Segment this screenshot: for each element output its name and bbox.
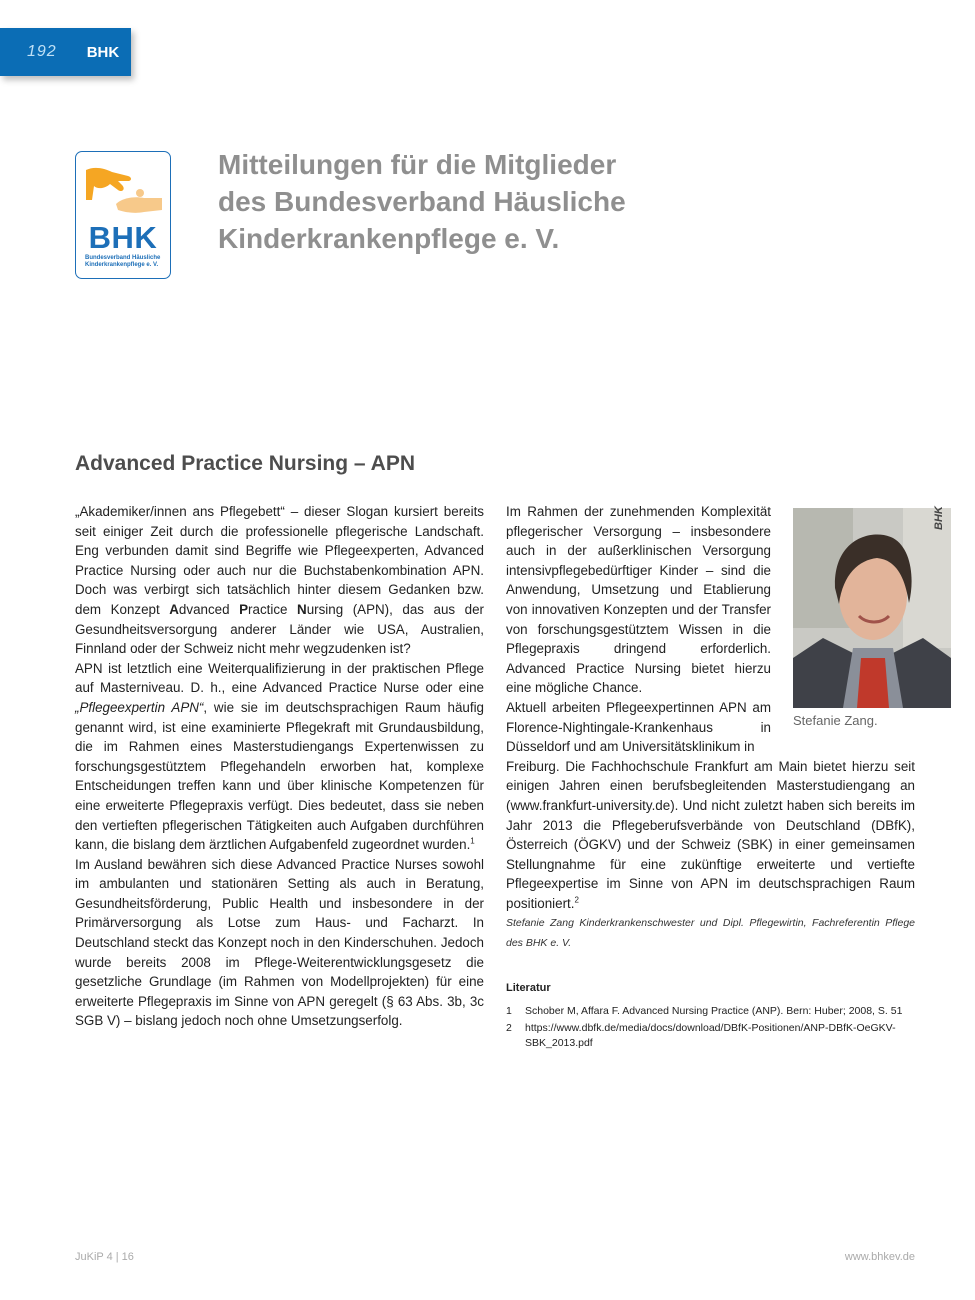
page-tab — [0, 28, 131, 76]
reference-item: 1 Schober M, Affara F. Advanced Nursing Practice (ANP). Bern: Huber; 2008, S. 51 — [506, 1005, 903, 1017]
author-photo — [793, 508, 951, 708]
paragraph-5b: Freiburg. Die Fachhochschule Frankfurt am Main bietet hierzu seit einigen Jahren einen berufsbegleitenden Masterstudiengang an (www.frankfurt-university.de). Und nicht zuletzt haben sich bereits im Jahr 2013 die Pflegeberufsverbände von Deutschland (DBfK), Österreich (ÖGKV) und der Schweiz (SBK) in einer gemeinsamen Stellungnahme für eine zukünftige erweiterte und vertiefte Pflegeexpertise im Sinne von APN im deutschsprachigen Raum positioniert.$^2$ — [506, 758, 915, 911]
article-column-left — [75, 502, 484, 1031]
paragraph-4: Im Rahmen der zunehmenden Komplexität pflegerischer Versorgung – insbesondere auch in der außerklinischen Versorgung intensivpflegebedürftiger Kinder – sind die Anwendung, Umsetzung und Etablierung von innovativen Konzepten und der Transfer von forschungsgestütztem Wissen in die Pflegepraxis dringend erforderlich. Advanced Practice Nursing bietet hierzu eine mögliche Chance. — [506, 504, 771, 696]
section-label: BHK — [86, 43, 120, 61]
paragraph-2: APN ist letztlich eine Weiterqualifizierung in der praktischen Pflege auf Masterniveau. D. h., eine Advanced Practice Nurse oder eine „Pflegeexpertin APN“, wie sie im deutschsprachigen Raum häufig genannt wird, ist eine examinierte Pflegekraft mit Grundausbildung, die im Rahmen eines Masterstudiengangs Expertenwissen zu forschungsgestütztem Pflegehandeln erworben hat, komplexe Entscheidungen treffen kann und über klinische Kompetenzen für eine erweiterte Pflegepraxis verfügt. Dies bedeutet, dass sie neben den vertieften pflegerischen Tätigkeiten auch Aufgaben durchführen kann, die bislang dem ärztlichen Aufgabenfeld zugeordnet wurden.$^1$ — [75, 660, 484, 853]
photo-caption: Stefanie Zang. — [793, 713, 878, 728]
author-note: Stefanie Zang Kinderkrankenschwester und Dipl. Pflegewirtin, Fachreferentin Pflege des BHK e. V. — [506, 917, 915, 950]
bhk-logo — [75, 151, 171, 279]
logo-abbr: BHK — [88, 220, 158, 255]
reference-list — [506, 1004, 916, 1053]
paragraph-1: „Akademiker/innen ans Pflegebett“ – dieser Slogan kursiert bereits seit einiger Zeit durch die professionelle pflegerische Landschaft. Eng verbunden damit sind Begriffe wie Pflegeexperten, Advanced Practice Nursing oder auch nur die Buchstabenkombination APN. Doch was verbirgt sich tatsächlich hinter diesem Gedanken bzw. dem Konzept Advanced Practice Nursing (APN), das aus der Gesundheitsversorgung anderer Länder wie USA, Australien, Finnland oder der Schweiz nicht mehr wegzudenken ist? — [75, 504, 484, 657]
hands-icon — [82, 160, 166, 222]
side-section-label: BHK — [933, 506, 945, 530]
logo-subtitle: Bundesverband Häusliche Kinderkrankenpflege e. V. — [85, 255, 161, 268]
literature-heading: Literatur — [506, 982, 551, 994]
footer-website[interactable]: www.bhkev.de — [844, 1251, 915, 1263]
paragraph-5a: Aktuell arbeiten Pflegeexpertinnen APN am Florence-Nightingale-Krankenhaus in Düsseldorf und am Universitätsklinikum in — [506, 699, 771, 755]
article-heading: Advanced Practice Nursing – APN — [75, 452, 415, 475]
title-line-2: des Bundesverband Häusliche — [218, 186, 626, 217]
paragraph-3: Im Ausland bewähren sich diese Advanced Practice Nurses sowohl im ambulanten und stationären Setting als auch in Beratung, Gesundheitsförderung, Public Health und insbesondere in der Primärversorgung als Lotse zum Haus- und Facharzt. In Deutschland steckt das Konzept noch in den Kinderschuhen. Jedoch wurde bereits 2008 im Pflege-Weiterentwicklungsgesetz die gesetzliche Grundlage (im Rahmen von Modellprojekten) für eine erweiterte Pflegepraxis im Sinne von APN geregelt (§ 63 Abs. 3b, 3c SGB V) – bislang jedoch noch ohne Umsetzungserfolg. — [75, 856, 484, 1029]
reference-item: 2 https://www.dbfk.de/media/docs/download/DBfK-Positionen/ANP-DBfK-OeGKV-SBK_2013.pdf — [506, 1021, 916, 1051]
reference-link[interactable]: https://www.dbfk.de/media/docs/download/DBfK-Positionen/ANP-DBfK-OeGKV-SBK_2013.pdf — [525, 1022, 896, 1049]
page-title — [218, 146, 738, 257]
title-line-3: Kinderkrankenpflege e. V. — [218, 223, 560, 254]
page-number: 192 — [27, 43, 57, 60]
title-line-1: Mitteilungen für die Mitglieder — [218, 149, 617, 180]
footer-issue: JuKiP 4 | 16 — [75, 1251, 134, 1263]
